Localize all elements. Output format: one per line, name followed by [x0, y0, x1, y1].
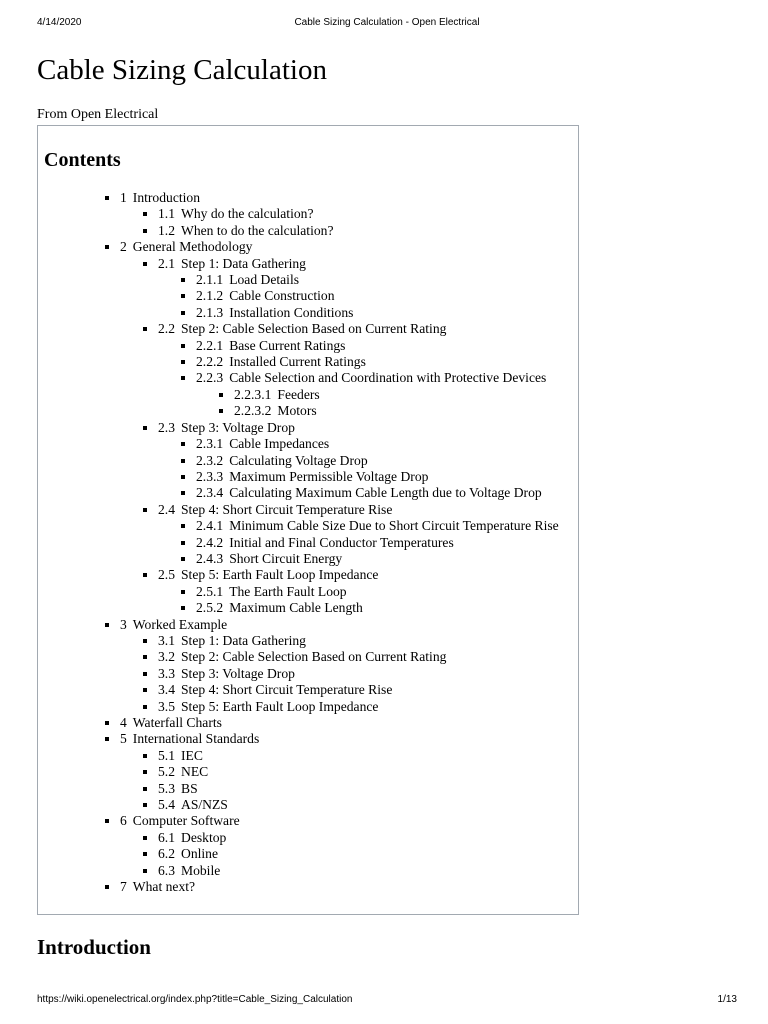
toc-item: [38, 748, 559, 764]
toc-text: When to do the calculation?: [181, 222, 334, 238]
toc-number: 2.2: [158, 321, 175, 337]
toc-text: AS/NZS: [181, 797, 228, 813]
print-footer: [37, 994, 737, 1008]
toc-text: Base Current Ratings: [229, 337, 346, 353]
toc-item: [38, 846, 559, 862]
toc-item: [38, 239, 559, 255]
toc-number: 2.1.2: [196, 288, 224, 304]
toc-text: Calculating Voltage Drop: [229, 452, 368, 468]
toc-number: 1.2: [158, 222, 175, 238]
toc-number: 4: [120, 715, 127, 730]
toc-text: Step 4: Short Circuit Temperature Rise: [181, 501, 393, 517]
toc-number: 2.2.3: [196, 370, 224, 386]
toc-number: 2.2.3.2: [234, 403, 272, 419]
table-of-contents: [37, 125, 579, 915]
toc-number: 2.4.2: [196, 534, 224, 550]
toc-item: [38, 288, 559, 304]
toc-item: [38, 354, 559, 370]
toc-link[interactable]: [158, 567, 559, 583]
toc-item: [38, 420, 559, 436]
toc-item: [38, 764, 559, 780]
toc-number: 2.1: [158, 255, 175, 271]
toc-text: Initial and Final Conductor Temperatures: [229, 534, 454, 550]
toc-text: IEC: [181, 747, 203, 763]
print-header: [37, 17, 737, 31]
toc-link[interactable]: [234, 387, 559, 403]
toc-text: Step 1: Data Gathering: [181, 255, 306, 271]
toc-number: 5.2: [158, 764, 175, 780]
toc-text: Why do the calculation?: [181, 206, 314, 222]
toc-item: [38, 206, 559, 222]
toc-number: 2.3.2: [196, 452, 224, 468]
toc-item: [38, 617, 559, 633]
toc-number: 1.1: [158, 206, 175, 222]
toc-text: Maximum Permissible Voltage Drop: [229, 468, 429, 484]
toc-link[interactable]: [120, 731, 559, 747]
toc-text: Step 1: Data Gathering: [181, 632, 306, 648]
toc-link[interactable]: [234, 403, 559, 419]
toc-number: 2.2.3.1: [234, 386, 272, 402]
toc-item: [38, 731, 559, 747]
toc-item: [38, 518, 559, 534]
toc-text: Feeders: [277, 386, 320, 402]
toc-link[interactable]: [196, 535, 559, 551]
toc-item: [38, 666, 559, 682]
toc-text: Mobile: [181, 862, 221, 878]
toc-link[interactable]: [196, 354, 559, 370]
toc-number: 2.4.3: [196, 550, 224, 566]
toc-text: Installed Current Ratings: [229, 354, 366, 370]
toc-number: 2.3.3: [196, 468, 224, 484]
print-page-number: 1/13: [717, 994, 737, 1005]
toc-link[interactable]: [120, 239, 559, 255]
toc-number: 3.5: [158, 698, 175, 714]
toc-link[interactable]: [196, 469, 559, 485]
toc-number: 2: [120, 239, 127, 255]
toc-item: [38, 863, 559, 879]
toc-item: [38, 600, 559, 616]
toc-link[interactable]: [158, 764, 559, 780]
toc-item: [38, 649, 559, 665]
toc-link[interactable]: [158, 748, 559, 764]
toc-link[interactable]: [158, 846, 559, 862]
toc-item: [38, 879, 559, 895]
toc-item: [38, 584, 559, 600]
toc-link[interactable]: [158, 502, 559, 518]
toc-text: Online: [181, 846, 218, 862]
toc-link[interactable]: [196, 551, 559, 567]
toc-title: Contents: [44, 149, 121, 171]
toc-item: [38, 436, 559, 452]
toc-text: Maximum Cable Length: [229, 600, 363, 616]
toc-link[interactable]: [196, 453, 559, 469]
toc-number: 1: [120, 190, 127, 205]
toc-number: 5: [120, 731, 127, 747]
toc-list: [38, 190, 559, 895]
toc-number: 3: [120, 616, 127, 632]
toc-link[interactable]: [158, 633, 559, 649]
toc-link[interactable]: [196, 436, 559, 452]
toc-text: Step 2: Cable Selection Based on Current Rating: [181, 321, 447, 337]
toc-number: 5.3: [158, 780, 175, 796]
toc-text: Step 5: Earth Fault Loop Impedance: [181, 567, 379, 583]
toc-item: [38, 321, 559, 337]
site-subtitle: From Open Electrical: [37, 107, 159, 122]
toc-text: BS: [181, 780, 198, 796]
toc-text: Step 3: Voltage Drop: [181, 665, 295, 681]
toc-link[interactable]: [196, 600, 559, 616]
print-page-title: Cable Sizing Calculation - Open Electrical: [294, 17, 480, 28]
toc-text: Motors: [277, 403, 317, 419]
toc-text: Cable Construction: [229, 288, 335, 304]
toc-link[interactable]: [196, 305, 559, 321]
toc-number: 2.5.1: [196, 583, 224, 599]
toc-item: [38, 338, 559, 354]
toc-number: 3.2: [158, 649, 175, 665]
toc-item: [38, 272, 559, 288]
toc-text: Cable Selection and Coordination with Protective Devices: [229, 370, 547, 386]
toc-text: Step 2: Cable Selection Based on Current Rating: [181, 649, 447, 665]
toc-link[interactable]: [196, 485, 559, 501]
toc-number: 2.3: [158, 419, 175, 435]
toc-number: 3.1: [158, 632, 175, 648]
toc-number: 2.2.1: [196, 337, 224, 353]
toc-number: 5.4: [158, 797, 175, 813]
toc-item: [38, 502, 559, 518]
toc-text: NEC: [181, 764, 209, 780]
toc-item: [38, 715, 559, 731]
toc-item: [38, 190, 559, 206]
toc-item: [38, 485, 559, 501]
toc-item: [38, 699, 559, 715]
toc-link[interactable]: [158, 420, 559, 436]
toc-number: 2.1.1: [196, 272, 224, 288]
toc-number: 2.4: [158, 501, 175, 517]
toc-item: [38, 682, 559, 698]
toc-text: International Standards: [132, 731, 260, 747]
toc-item: [38, 830, 559, 846]
toc-number: 6.3: [158, 862, 175, 878]
toc-text: General Methodology: [132, 239, 253, 255]
section-heading: Introduction: [37, 935, 151, 959]
toc-item: [38, 797, 559, 813]
toc-item: [38, 469, 559, 485]
toc-link[interactable]: [158, 206, 559, 222]
toc-link[interactable]: [158, 682, 559, 698]
toc-text: Introduction: [132, 190, 200, 205]
toc-link[interactable]: [120, 813, 559, 829]
toc-text: Desktop: [181, 829, 227, 845]
toc-text: Short Circuit Energy: [229, 550, 343, 566]
toc-number: 2.1.3: [196, 304, 224, 320]
toc-number: 6.1: [158, 829, 175, 845]
print-date: 4/14/2020: [37, 17, 82, 28]
toc-number: 2.5.2: [196, 600, 224, 616]
toc-text: Worked Example: [132, 616, 228, 632]
toc-item: [38, 370, 559, 386]
toc-link[interactable]: [158, 863, 559, 879]
toc-link[interactable]: [196, 288, 559, 304]
toc-link[interactable]: [158, 797, 559, 813]
print-url: https://wiki.openelectrical.org/index.php?title=Cable_Sizing_Calculation: [37, 994, 353, 1005]
toc-item: [38, 256, 559, 272]
toc-number: 3.4: [158, 682, 175, 698]
toc-text: Computer Software: [132, 813, 240, 829]
toc-number: 2.2.2: [196, 354, 224, 370]
toc-item: [38, 535, 559, 551]
toc-link[interactable]: [158, 649, 559, 665]
toc-item: [38, 781, 559, 797]
page-title: Cable Sizing Calculation: [37, 54, 327, 86]
toc-text: Step 3: Voltage Drop: [181, 419, 295, 435]
toc-link[interactable]: [120, 617, 559, 633]
toc-number: 2.5: [158, 567, 175, 583]
toc-link[interactable]: [196, 584, 559, 600]
toc-link[interactable]: [158, 699, 559, 715]
toc-number: 3.3: [158, 665, 175, 681]
toc-text: Calculating Maximum Cable Length due to Voltage Drop: [229, 485, 542, 501]
toc-link[interactable]: [158, 830, 559, 846]
toc-number: 2.3.4: [196, 485, 224, 501]
toc-item: [38, 567, 559, 583]
toc-number: 2.3.1: [196, 436, 224, 452]
toc-text: Step 5: Earth Fault Loop Impedance: [181, 698, 379, 714]
toc-text: What next?: [132, 879, 196, 895]
toc-link[interactable]: [120, 715, 559, 731]
toc-item: [38, 403, 559, 419]
toc-link[interactable]: [196, 518, 559, 534]
toc-item: [38, 223, 559, 239]
toc-item: [38, 551, 559, 567]
toc-item: [38, 633, 559, 649]
toc-link[interactable]: [158, 321, 559, 337]
toc-text: Minimum Cable Size Due to Short Circuit Temperature Rise: [229, 518, 559, 534]
toc-link[interactable]: [158, 223, 559, 239]
toc-link[interactable]: [196, 370, 559, 386]
toc-text: Cable Impedances: [229, 436, 330, 452]
toc-text: Step 4: Short Circuit Temperature Rise: [181, 682, 393, 698]
toc-item: [38, 387, 559, 403]
toc-number: 7: [120, 879, 127, 895]
toc-text: The Earth Fault Loop: [229, 583, 347, 599]
toc-link[interactable]: [196, 272, 559, 288]
toc-link[interactable]: [120, 190, 559, 206]
toc-link[interactable]: [158, 666, 559, 682]
toc-item: [38, 453, 559, 469]
toc-number: 2.4.1: [196, 518, 224, 534]
toc-text: Load Details: [229, 272, 300, 288]
toc-link[interactable]: [158, 781, 559, 797]
toc-text: Installation Conditions: [229, 304, 354, 320]
toc-text: Waterfall Charts: [132, 715, 222, 730]
toc-link[interactable]: [196, 338, 559, 354]
toc-link[interactable]: [158, 256, 559, 272]
toc-link[interactable]: [120, 879, 559, 895]
toc-number: 6.2: [158, 846, 175, 862]
toc-number: 6: [120, 813, 127, 829]
toc-item: [38, 813, 559, 829]
toc-number: 5.1: [158, 747, 175, 763]
toc-item: [38, 305, 559, 321]
